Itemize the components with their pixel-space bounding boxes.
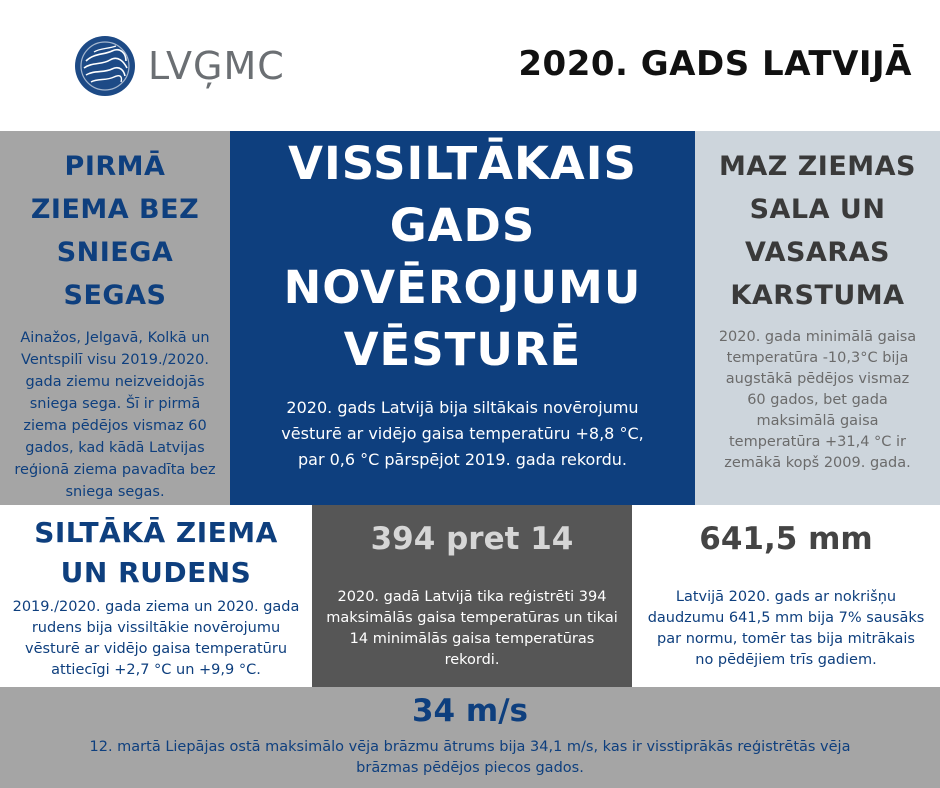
lvgmc-globe-icon	[74, 35, 136, 97]
panel-heading: 34 m/s	[411, 693, 528, 729]
panel-little-frost-and-heat	[695, 131, 940, 505]
panel-text: Ainažos, Jelgavā, Kolkā un Ventspilī visu 2019./2020. gada ziemu neizveidojās sniega sega. Šī ir pirmā ziema pēdējos vismaz 60 gados, kad kādā Latvijas reģionā ziema pavadīta bez sniega segas.	[14, 330, 216, 500]
panel-heading: VISSILTĀKAIS GADS NOVĒROJUMU VĒSTURĒ	[283, 137, 642, 376]
panel-heading: 394 pret 14	[370, 521, 574, 557]
lvgmc-logo	[74, 34, 285, 98]
panel-text: 12. martā Liepājas ostā maksimālo vēja brāzmu ātrums bija 34,1 m/s, kas ir visstiprākās reģistrētās vēja brāzmas pēdējos piecos gados.	[89, 739, 851, 776]
header	[0, 0, 940, 131]
panel-wind-gusts	[0, 687, 940, 788]
panel-precipitation	[632, 505, 940, 687]
panel-warmer-winter-autumn	[0, 505, 312, 687]
panel-warmest-year	[230, 131, 695, 505]
panel-heading: SILTĀKĀ ZIEMA UN RUDENS	[34, 516, 278, 589]
panel-text: Latvijā 2020. gads ar nokrišņu daudzumu 641,5 mm bija 7% sausāks par normu, tomēr tas bija mitrākais no pēdējiem trīs gadiem.	[647, 589, 925, 668]
panel-heading: MAZ ZIEMAS SALA UN VASARAS KARSTUMA	[718, 151, 917, 311]
panel-first-snowless-winter	[0, 131, 230, 505]
panel-heading: PIRMĀ ZIEMA BEZ SNIEGA SEGAS	[30, 151, 200, 311]
panel-text: 2019./2020. gada ziema un 2020. gada rudens bija vissiltākie novērojumu vēsturē ar vidējo gaisa temperatūru attiecīgi +2,7 °C un +9,9 °C.	[12, 599, 300, 678]
panel-temperature-records	[312, 505, 632, 687]
page-title: 2020. GADS LATVIJĀ	[518, 44, 912, 84]
panel-text: 2020. gadā Latvijā tika reģistrēti 394 maksimālās gaisa temperatūras un tikai 14 minimālās gaisa temperatūras rekordi.	[326, 589, 618, 668]
logo-text: LVĢMC	[148, 44, 285, 88]
panel-text: 2020. gads Latvijā bija siltākais novērojumu vēsturē ar vidējo gaisa temperatūru +8,8 °C, par 0,6 °C pārspējot 2019. gada rekordu.	[281, 398, 644, 469]
panel-text: 2020. gada minimālā gaisa temperatūra -10,3°C bija augstākā pēdējos vismaz 60 gados, bet gada maksimālā gaisa temperatūra +31,4 °C ir zemākā kopš 2009. gada.	[718, 329, 917, 471]
panel-heading: 641,5 mm	[699, 521, 873, 557]
